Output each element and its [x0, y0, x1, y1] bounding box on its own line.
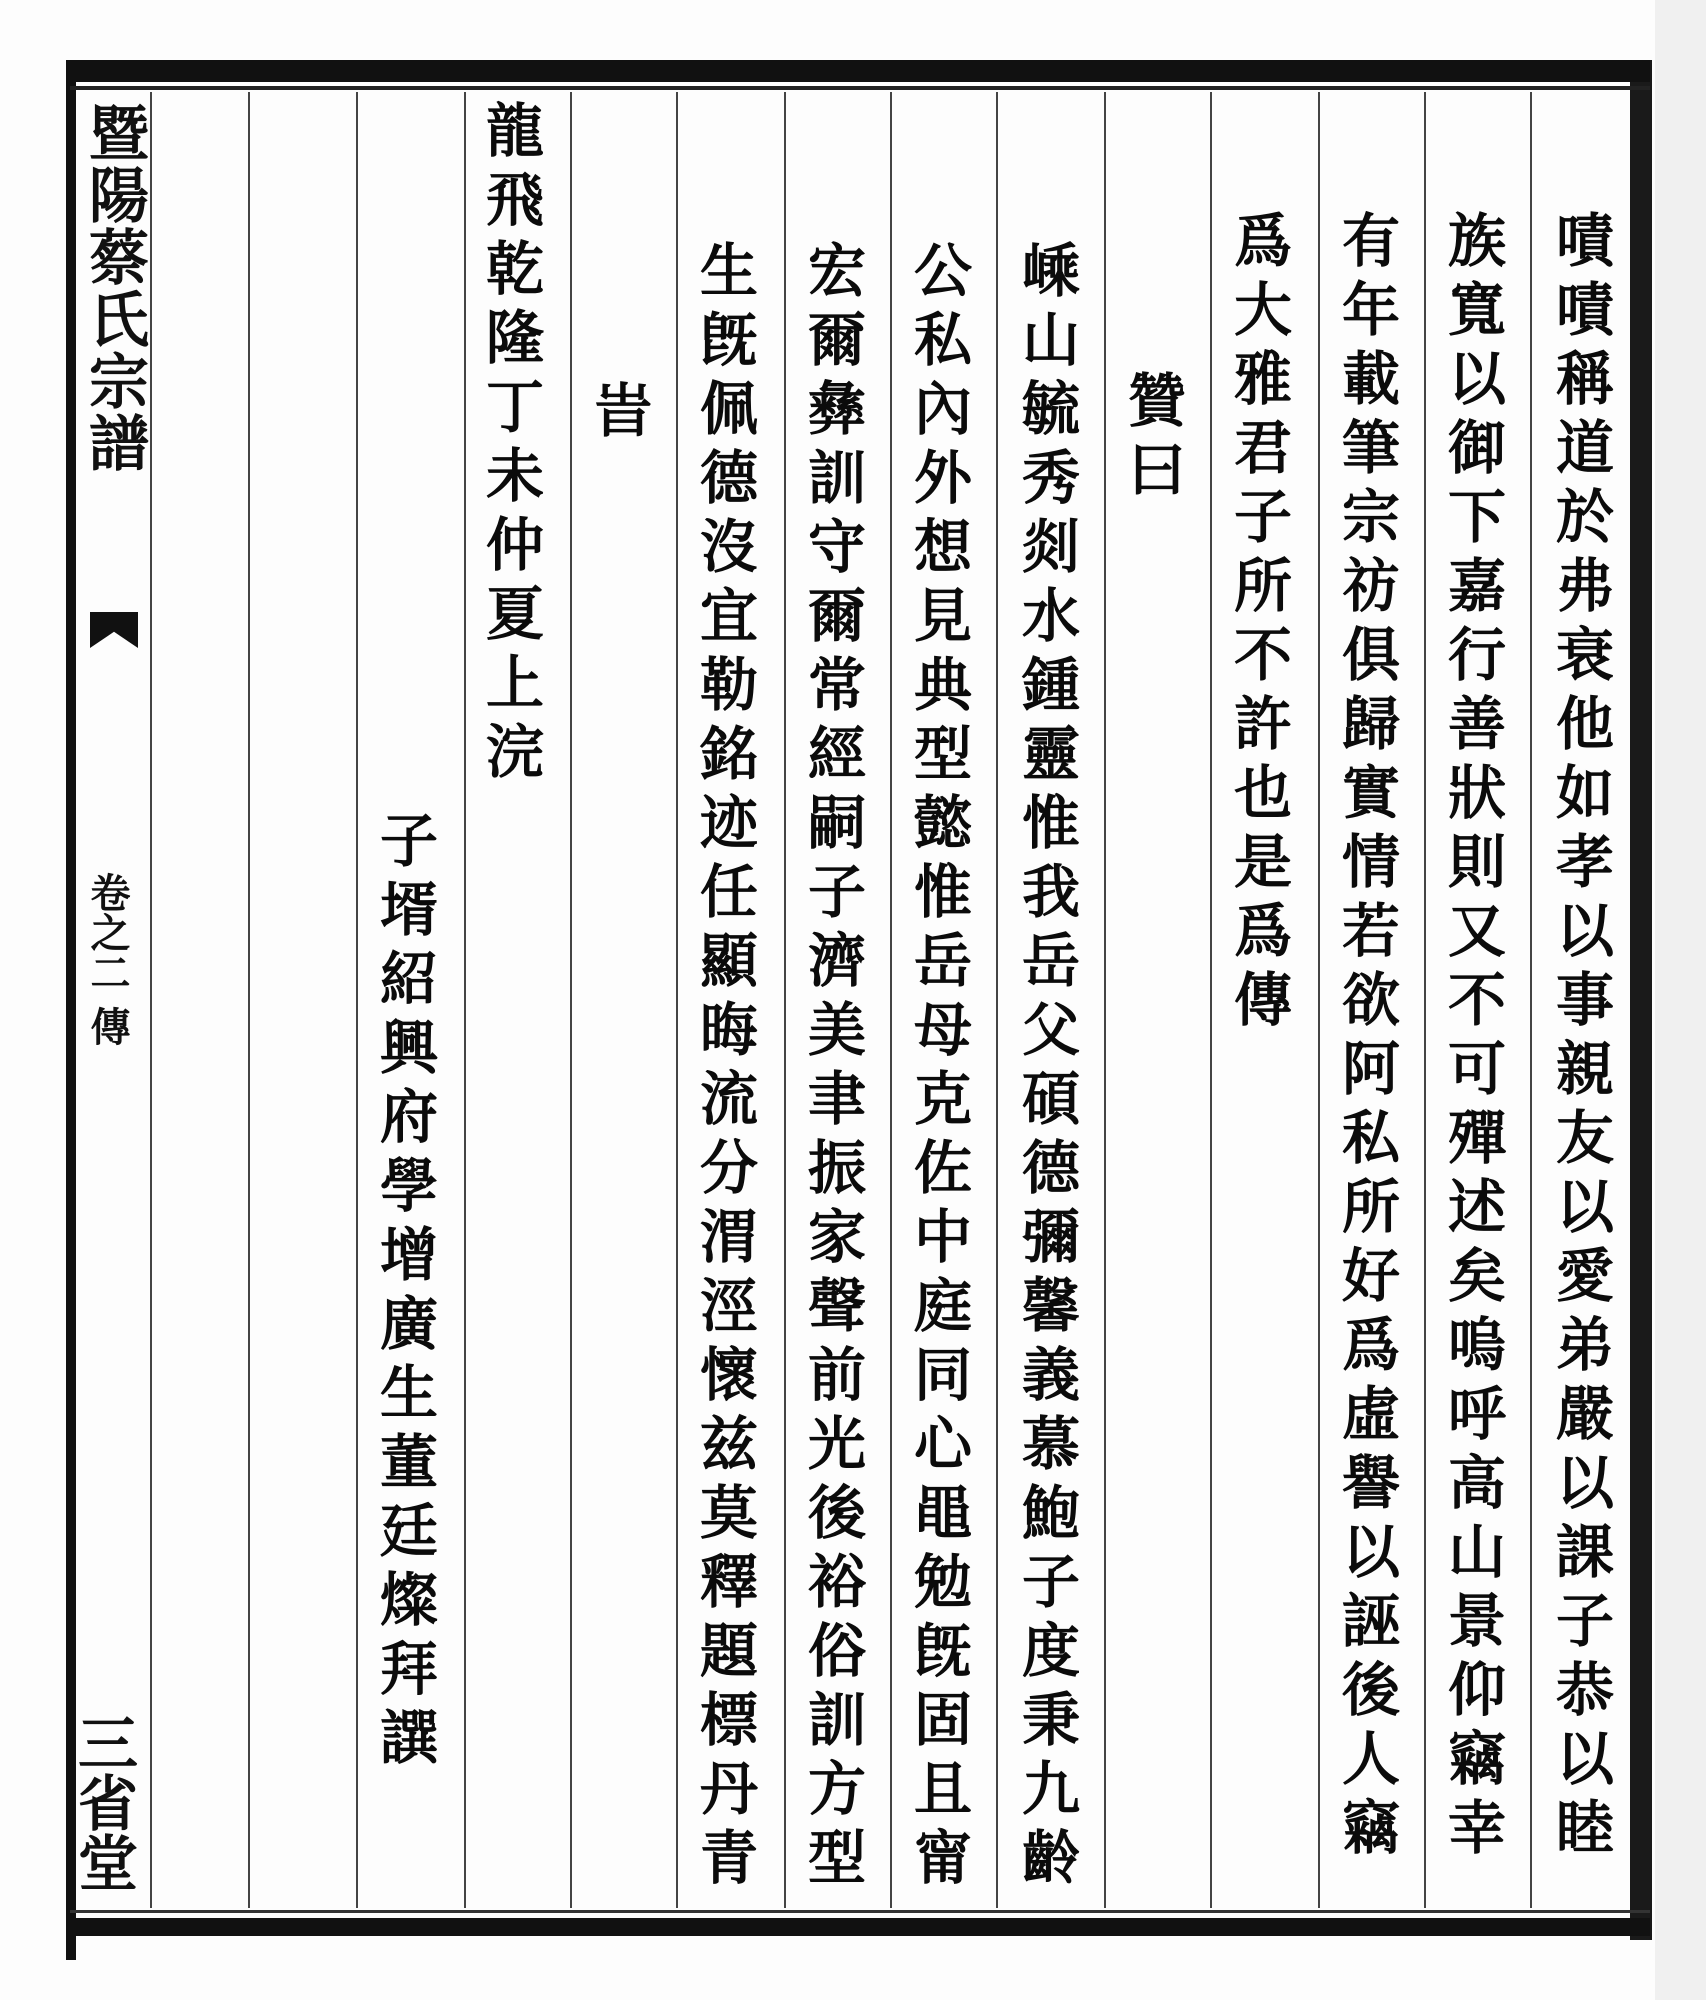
text-column: 爲大雅君子所不許也是爲傳	[1224, 210, 1292, 1038]
text-column: 宏爾彝訓守爾常經嗣子濟美聿振家聲前光後裕俗訓方型	[798, 240, 866, 1896]
column-rule	[676, 92, 678, 1908]
left-border	[66, 60, 76, 1960]
right-paper-edge	[1655, 0, 1706, 2000]
column-rule	[1424, 92, 1426, 1908]
text-column: 族寬以御下嘉行善狀則又不可殫述矣嗚呼高山景仰竊幸	[1438, 210, 1506, 1866]
top-border	[70, 60, 1650, 82]
column-rule	[1210, 92, 1212, 1908]
bottom-border-inner	[70, 1910, 1650, 1913]
column-rule	[356, 92, 358, 1908]
column-rule	[1530, 92, 1532, 1908]
bottom-border	[70, 1918, 1650, 1936]
text-column: 公私內外想見典型懿惟岳母克佐中庭同心黽勉旣固且甯	[904, 240, 972, 1896]
text-column: 嘖嘖稱道於弗衰他如孝以事親友以愛弟嚴以課子恭以睦	[1546, 210, 1614, 1866]
column-rule	[248, 92, 250, 1908]
text-column: 贊曰	[1118, 370, 1186, 508]
book-title: 暨陽蔡氏宗譜	[79, 102, 149, 474]
column-rule	[570, 92, 572, 1908]
column-rule	[1318, 92, 1320, 1908]
margin-strip	[68, 92, 149, 1908]
text-column: 子壻紹興府學增廣生董廷燦拜譔	[370, 810, 438, 1776]
text-column: 有年載筆宗祊俱歸實情若欲阿私所好爲虛譽以誣後人竊	[1332, 210, 1400, 1866]
text-column: 龍飛乾隆丁未仲夏上浣	[476, 100, 544, 790]
column-rule	[996, 92, 998, 1908]
column-rule	[784, 92, 786, 1908]
text-column: 嵊山毓秀剡水鍾靈惟我岳父碩德彌馨義慕鮑子度秉九齡	[1012, 240, 1080, 1896]
column-rule	[464, 92, 466, 1908]
section-label: 卷之二 傳	[84, 872, 131, 1046]
column-rule	[1104, 92, 1106, 1908]
right-border	[1630, 60, 1652, 1940]
text-column: 生旣佩德沒宜勒銘迹任顯晦流分渭涇懷兹莫釋題標丹青	[690, 240, 758, 1896]
column-rule	[150, 92, 152, 1908]
hall-name: 三省堂	[68, 1712, 138, 1892]
column-rule	[890, 92, 892, 1908]
fishtail-mark	[90, 612, 138, 648]
text-column: 旹	[584, 380, 652, 449]
top-border-inner	[70, 86, 1650, 90]
